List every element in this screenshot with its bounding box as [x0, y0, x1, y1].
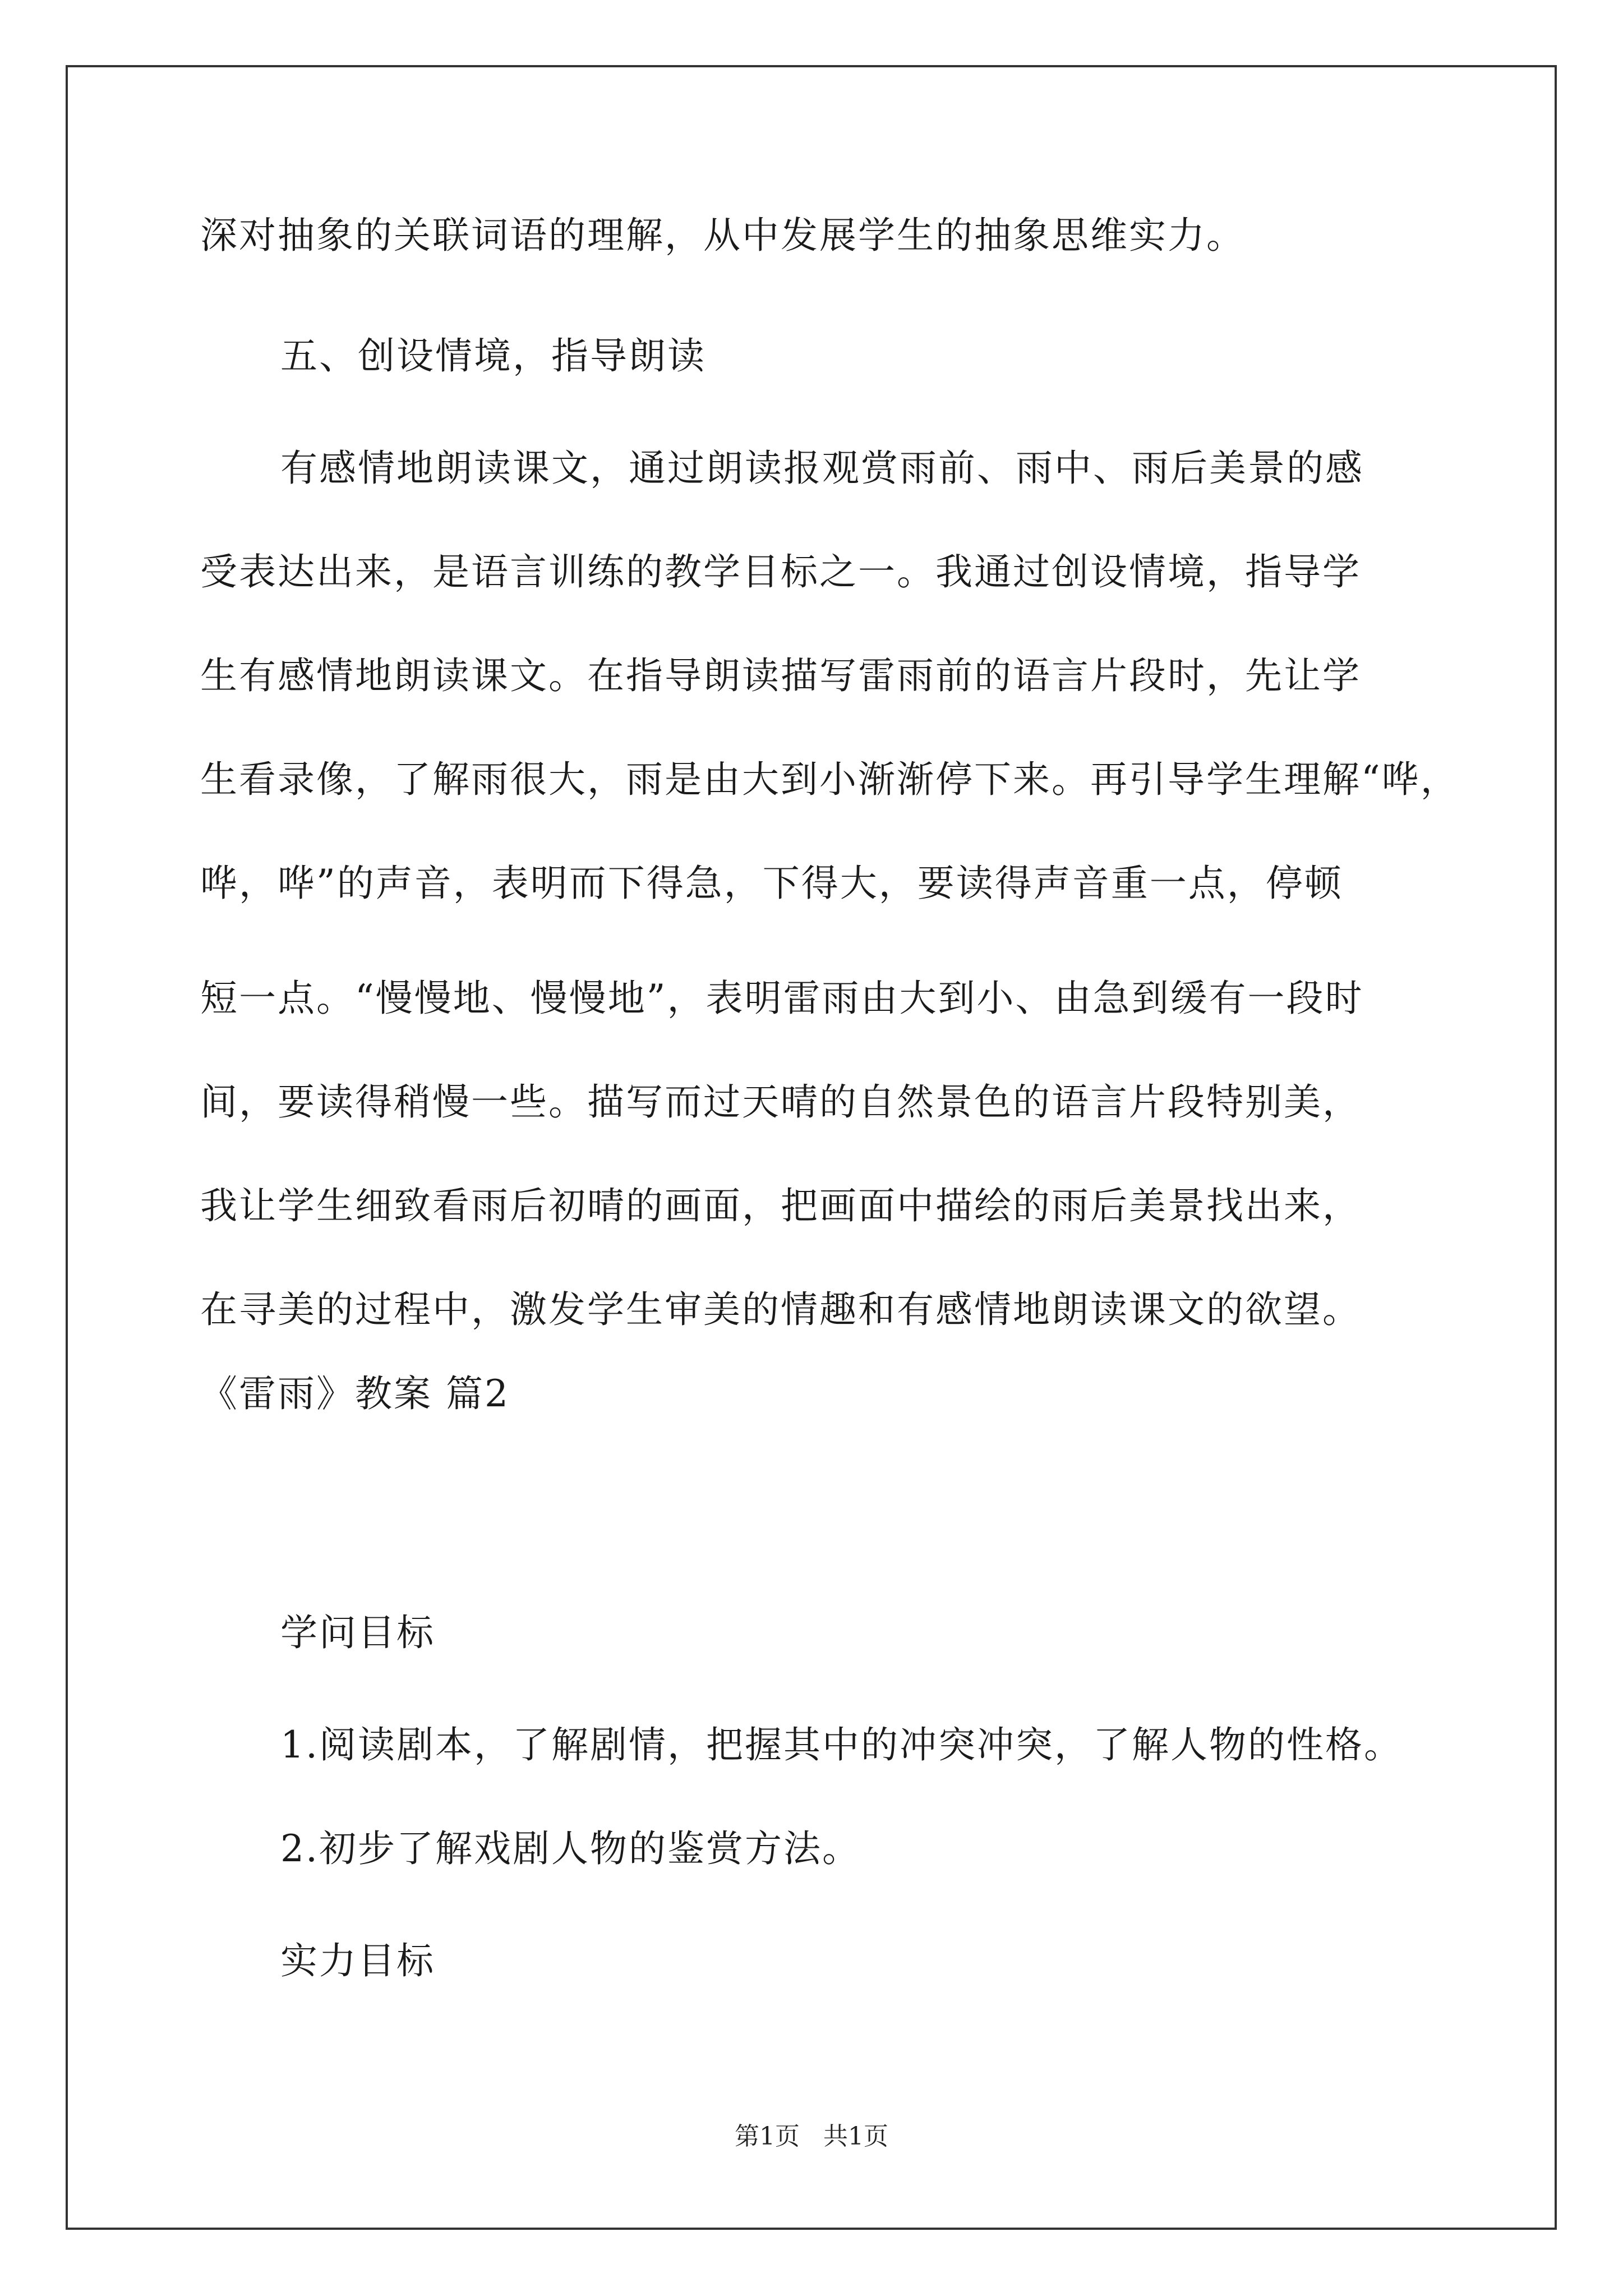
page-border [66, 65, 1557, 2230]
list-item: 2.初步了解戏剧人物的鉴赏方法。 [280, 1827, 861, 1870]
paragraph-line: 哗，哗”的声音，表明而下得急，下得大，要读得声音重一点，停顿 [200, 862, 1343, 905]
subheading: 实力目标 [280, 1939, 435, 1982]
list-item: 1.阅读剧本，了解剧情，把握其中的冲突冲突，了解人物的性格。 [280, 1723, 1403, 1766]
page-footer [0, 2120, 1623, 2154]
page-number: 第1页 [735, 2122, 800, 2151]
paragraph-line: 有感情地朗读课文，通过朗读报观赏雨前、雨中、雨后美景的感 [280, 447, 1364, 490]
section-title: 《雷雨》教案 篇2 [200, 1372, 510, 1415]
paragraph-line: 间，要读得稍慢一些。描写而过天晴的自然景色的语言片段特别美， [200, 1080, 1361, 1124]
paragraph-line: 受表达出来，是语言训练的教学目标之一。我通过创设情境，指导学 [200, 550, 1361, 593]
section-heading: 五、创设情境，指导朗读 [280, 334, 706, 378]
paragraph-line: 深对抽象的关联词语的理解，从中发展学生的抽象思维实力。 [200, 214, 1245, 257]
paragraph-line: 生看录像，了解雨很大，雨是由大到小渐渐停下来。再引导学生理解“哗， [200, 758, 1459, 801]
page-total: 共1页 [823, 2122, 888, 2151]
paragraph-line: 我让学生细致看雨后初晴的画面，把画面中描绘的雨后美景找出来， [200, 1184, 1361, 1227]
paragraph-line: 生有感情地朗读课文。在指导朗读描写雷雨前的语言片段时，先让学 [200, 654, 1361, 697]
subheading: 学问目标 [280, 1611, 435, 1654]
paragraph-line: 短一点。“慢慢地、慢慢地”，表明雷雨由大到小、由急到缓有一段时 [200, 977, 1364, 1020]
paragraph-line: 在寻美的过程中，激发学生审美的情趣和有感情地朗读课文的欲望。 [200, 1288, 1361, 1331]
